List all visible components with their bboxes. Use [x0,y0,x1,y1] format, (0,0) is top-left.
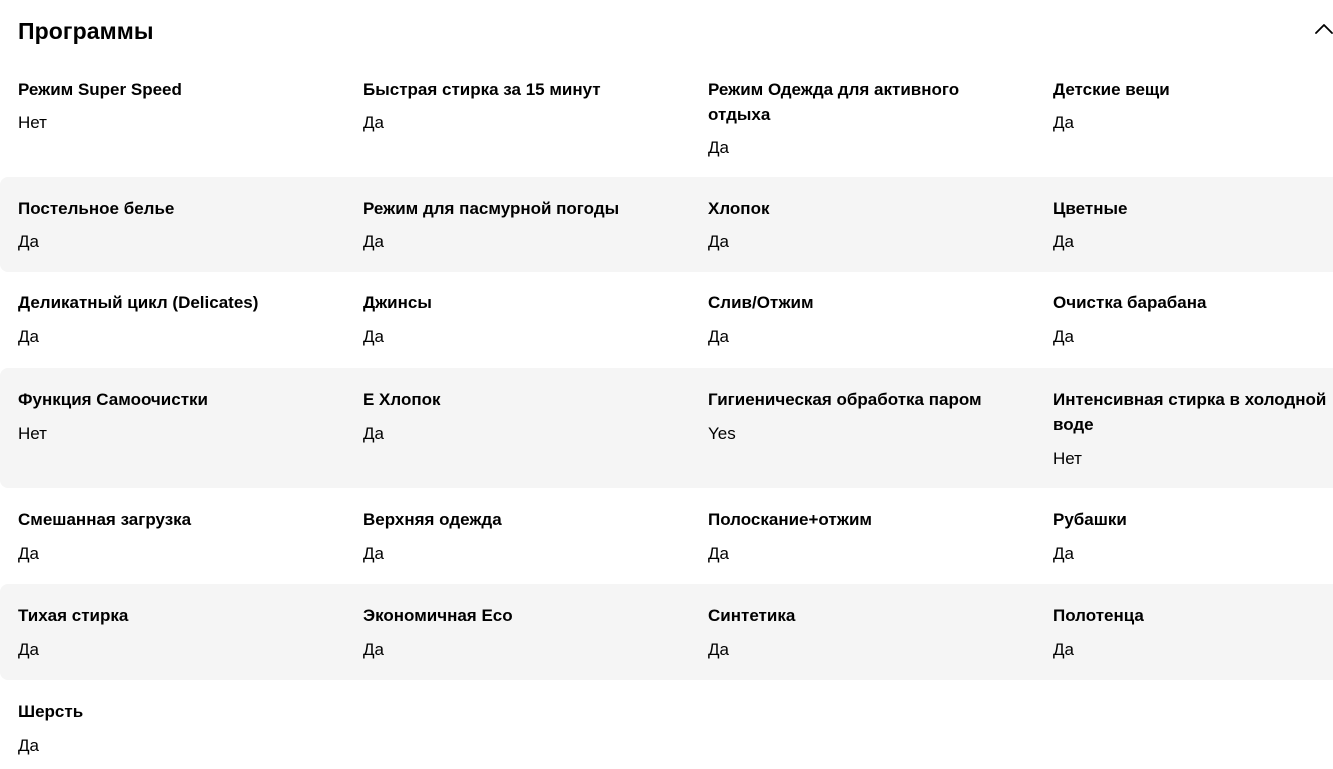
spec-label: Постельное белье [18,199,175,218]
spec-value: Да [1053,327,1074,346]
spec-label: Функция Самоочистки [18,390,208,409]
spec-label: Гигиеническая обработка паром [708,390,982,409]
spec-value: Да [363,113,384,132]
spec-value: Да [708,138,729,157]
spec-label: Хлопок [708,199,770,218]
spec-label: Синтетика [708,606,796,625]
spec-value: Да [18,544,39,563]
spec-value: Да [1053,640,1074,659]
spec-label: Смешанная загрузка [18,510,192,529]
spec-label: Режим Одежда для активного отдыха [708,80,960,124]
spec-value: Да [1053,232,1074,251]
spec-row [0,368,1333,488]
spec-value: Да [1053,544,1074,563]
chevron-up-icon[interactable] [1314,20,1333,36]
section-title: Программы [18,18,154,44]
spec-value: Да [1053,113,1074,132]
spec-label: Режим для пасмурной погоды [363,199,620,218]
spec-value: Да [363,640,384,659]
spec-value: Нет [1053,449,1082,468]
spec-label: Тихая стирка [18,606,129,625]
spec-label: Цветные [1053,199,1128,218]
spec-label: Режим Super Speed [18,80,182,99]
spec-label: Детские вещи [1053,80,1170,99]
spec-row [0,177,1333,272]
spec-value: Да [708,232,729,251]
spec-label: Деликатный цикл (Delicates) [18,293,259,312]
spec-label: Рубашки [1053,510,1127,529]
spec-label: Полотенца [1053,606,1144,625]
spec-value: Да [363,424,384,443]
spec-label: Быстрая стирка за 15 минут [363,80,601,99]
spec-value: Да [18,232,39,251]
spec-value: Нет [18,113,47,132]
spec-label: Интенсивная стирка в холодной воде [1053,390,1327,434]
spec-label: Очистка барабана [1053,293,1207,312]
programs-section-header[interactable] [0,0,1333,64]
spec-label: Е Хлопок [363,390,441,409]
spec-row [0,488,1333,584]
spec-value: Да [708,640,729,659]
spec-value: Да [363,232,384,251]
spec-value: Да [708,327,729,346]
spec-label: Экономичная Eco [363,606,513,625]
spec-label: Полоскание+отжим [708,510,873,529]
spec-value: Да [708,544,729,563]
spec-value: Да [18,640,39,659]
spec-label: Слив/Отжим [708,293,814,312]
spec-row [0,680,1333,769]
spec-row [0,272,1333,368]
spec-value: Да [363,544,384,563]
spec-value: Нет [18,424,47,443]
spec-row [0,64,1333,177]
spec-value: Да [18,327,39,346]
spec-label: Джинсы [363,293,432,312]
spec-value: Да [363,327,384,346]
spec-value: Да [18,736,39,755]
spec-label: Шерсть [18,702,84,721]
spec-row [0,584,1333,680]
spec-label: Верхняя одежда [363,510,502,529]
spec-value: Yes [708,424,736,443]
